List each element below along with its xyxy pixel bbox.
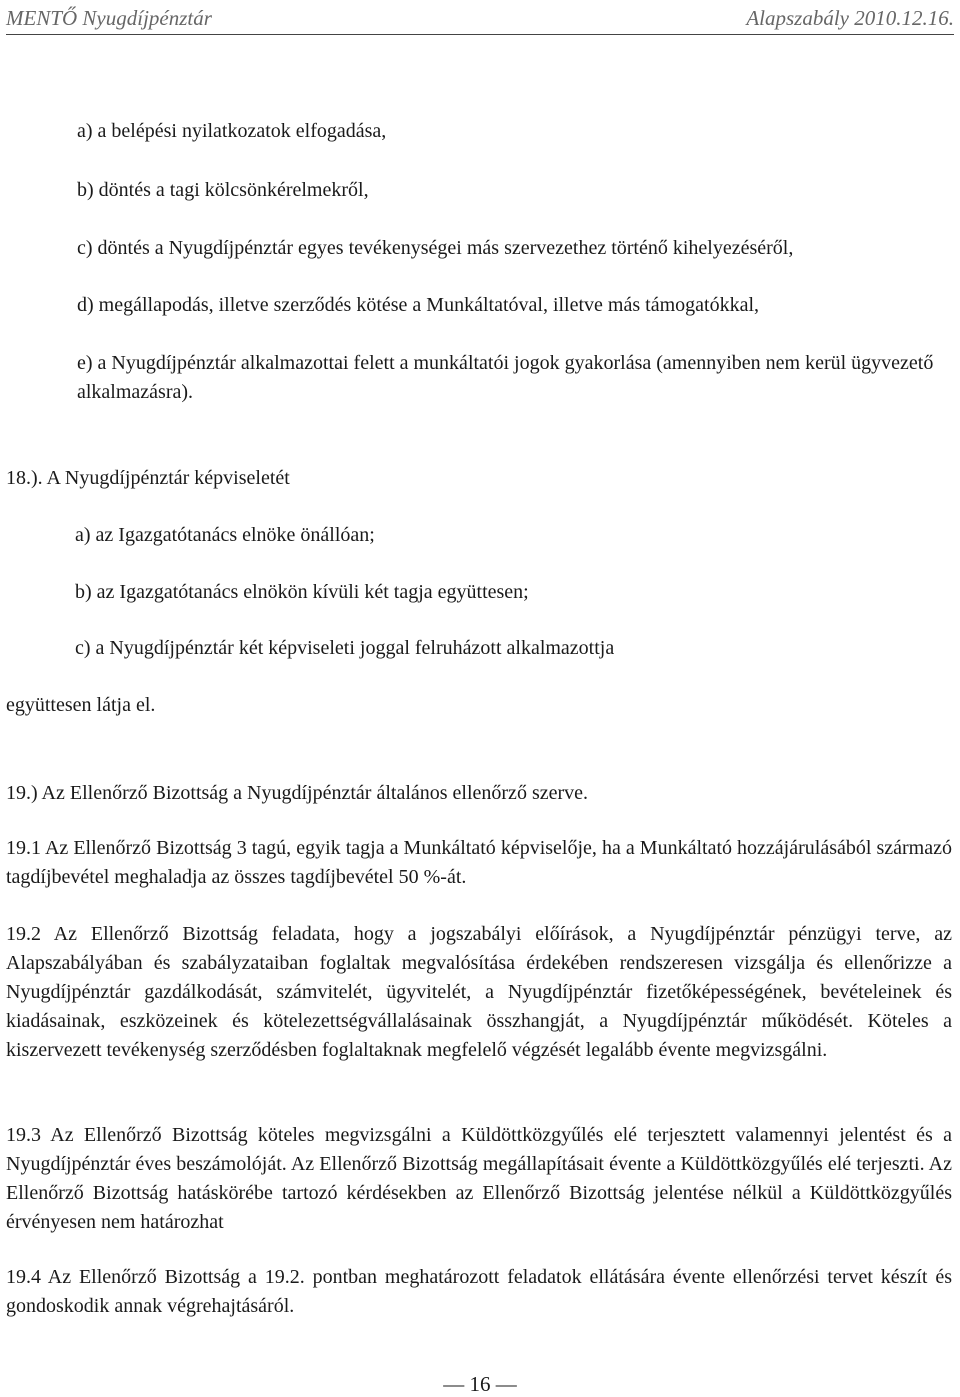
paragraph-19-2: 19.2 Az Ellenőrző Bizottság feladata, hogy a jogszabályi előírások, a Nyugdíjpénztár pénzügyi terve, az Alapszabályában és szabályzataiban foglaltak megvalósítása érdekében rendszeresen vizsgálja és ellenőrizze a Nyugdíjpénztár gazdálkodását, számvitelét, ügyvitelét, a Nyugdíjpénztár fizetőképességének, bevételeinek és kiadásainak, eszközeinek és kötelezettségvállalásainak összhangját, a Nyugdíjpénztár működését. Köteles a kiszervezett tevékenység szerződésben foglaltaknak megfelelő végzését legalább évente megvizsgálni.: [6, 923, 952, 1061]
section-19-heading: 19.) Az Ellenőrző Bizottság a Nyugdíjpénztár általános ellenőrző szerve.: [6, 782, 589, 804]
list-item: d) megállapodás, illetve szerződés kötése a Munkáltatóval, illetve más támogatókkal,: [77, 294, 760, 316]
section-18-item: b) az Igazgatótanács elnökön kívüli két tagja együttesen;: [75, 581, 529, 603]
list-item: c) döntés a Nyugdíjpénztár egyes tevékenységei más szervezethez történő kihelyezéséről,: [77, 237, 794, 259]
list-item: e) a Nyugdíjpénztár alkalmazottai felett a munkáltatói jogok gyakorlása (amennyiben nem kerül ügyvezető alkalmazásra).: [77, 352, 934, 403]
section-18-item: c) a Nyugdíjpénztár két képviseleti joggal felruházott alkalmazottja: [75, 637, 615, 659]
section-18-item: a) az Igazgatótanács elnöke önállóan;: [75, 524, 375, 546]
paragraph-19-1: 19.1 Az Ellenőrző Bizottság 3 tagú, egyik tagja a Munkáltató képviselője, ha a Munkáltató hozzájárulásából származó tagdíjbevétel meghaladja az összes tagdíjbevétel 50 %-át.: [6, 837, 952, 888]
page-number: — 16 —: [443, 1372, 517, 1396]
paragraph-19-4: 19.4 Az Ellenőrző Bizottság a 19.2. pontban meghatározott feladatok ellátására évente ellenőrzési tervet készít és gondoskodik annak végrehajtásáról.: [6, 1266, 952, 1317]
header-title: MENTŐ Nyugdíjpénztár: [6, 6, 212, 30]
section-18-heading: 18.). A Nyugdíjpénztár képviseletét: [6, 467, 290, 489]
list-item: a) a belépési nyilatkozatok elfogadása,: [77, 120, 387, 142]
paragraph-19-3: 19.3 Az Ellenőrző Bizottság köteles megvizsgálni a Küldöttközgyűlés elé terjesztett valamennyi jelentést és a Nyugdíjpénztár éves beszámolóját. Az Ellenőrző Bizottság megállapításait évente a Küldöttközgyűlés elé terjeszti. Az Ellenőrző Bizottság hatáskörébe tartozó kérdésekben az Ellenőrző Bizottság jelentése nélkül a Küldöttközgyűlés érvényesen nem határozhat: [6, 1124, 952, 1233]
page-header: [6, 4, 954, 35]
list-item: b) döntés a tagi kölcsönkérelmekről,: [77, 179, 369, 201]
section-18-closing: együttesen látja el.: [6, 694, 156, 716]
header-document-date: Alapszabály 2010.12.16.: [746, 6, 954, 30]
